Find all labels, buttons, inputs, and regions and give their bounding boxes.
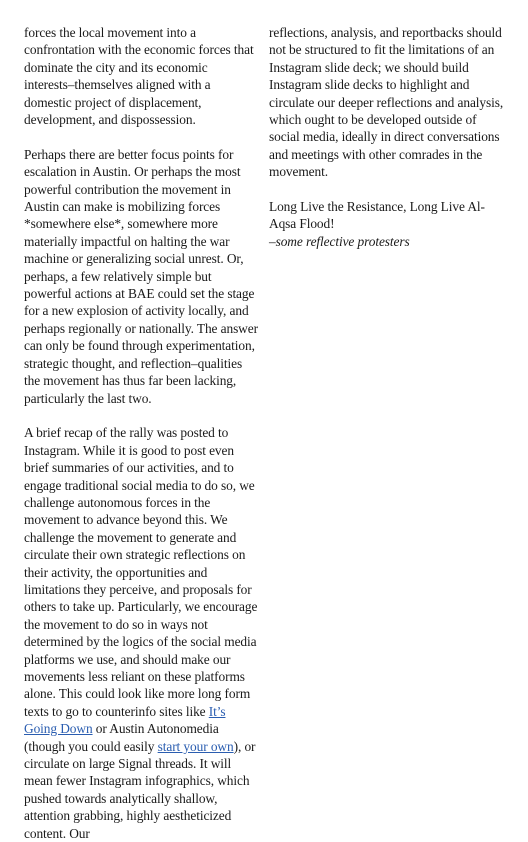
paragraph-focus-points: Perhaps there are better focus points for escalation in Austin. Or perhaps the most powerful contribution the movement in Austin can make is mobilizing forces *somewhere else*, somewhere more materially impactful on halting the war machine or generalizing social unrest. Or, perhaps, a few relatively simple but powerful actions at BAE could set the stage for a new explosion of activity locally, and perhaps regionally or nationally. The answer can only be found through experimentation, strategic thought, and reflection–qualities the movement has thus far been lacking, particularly the last two. bbox=[24, 146, 258, 406]
left-column bbox=[24, 24, 260, 842]
closing-line: Long Live the Resistance, Long Live Al-Aqsa Flood! bbox=[269, 199, 485, 232]
start-your-own-link[interactable]: start your own bbox=[157, 738, 234, 754]
paragraph-text: A brief recap of the rally was posted to Instagram. While it is good to post even brief summaries of our activities, and to engage traditional social media to do so, we challenge autonomous forces in the movement to advance beyond this. We challenge the movement to generate and circulate their own strategic reflections on their activity, the opportunities and limitations they perceive, and proposals for others to take up. Particularly, we encourage the movement to do so in ways not determined by the logics of the social media platforms we use, and should make our movements less reliant on these platforms alone. This could look like more long form texts to go to counterinfo sites like bbox=[24, 425, 258, 719]
signature: –some reflective protesters bbox=[269, 233, 410, 249]
paragraph-economic-forces: forces the local movement into a confrontation with the economic forces that dominate the city and its economic interests–themselves aligned with a domestic project of displacement, development, and dispossession. bbox=[24, 25, 254, 128]
paragraph-instagram-recap bbox=[24, 424, 260, 842]
paragraph-reflections: reflections, analysis, and reportbacks should not be structured to fit the limitations of an Instagram slide deck; we should build Instagram slide decks to highlight and circulate our deeper reflections and analysis, which ought to be developed outside of social media, ideally in direct conversations and meetings with other comrades in the movement. bbox=[269, 25, 504, 180]
right-column bbox=[269, 24, 505, 268]
paragraph-text: or Austin Autonomedia (though you could easily bbox=[24, 721, 219, 754]
paragraph-text: ), or circulate on large Signal threads. It will mean fewer Instagram infographics, which pushed towards analytically shallow, attention grabbing, highly aestheticized content. Our bbox=[24, 738, 256, 841]
its-going-down-link[interactable]: It’s Going Down bbox=[24, 703, 226, 737]
